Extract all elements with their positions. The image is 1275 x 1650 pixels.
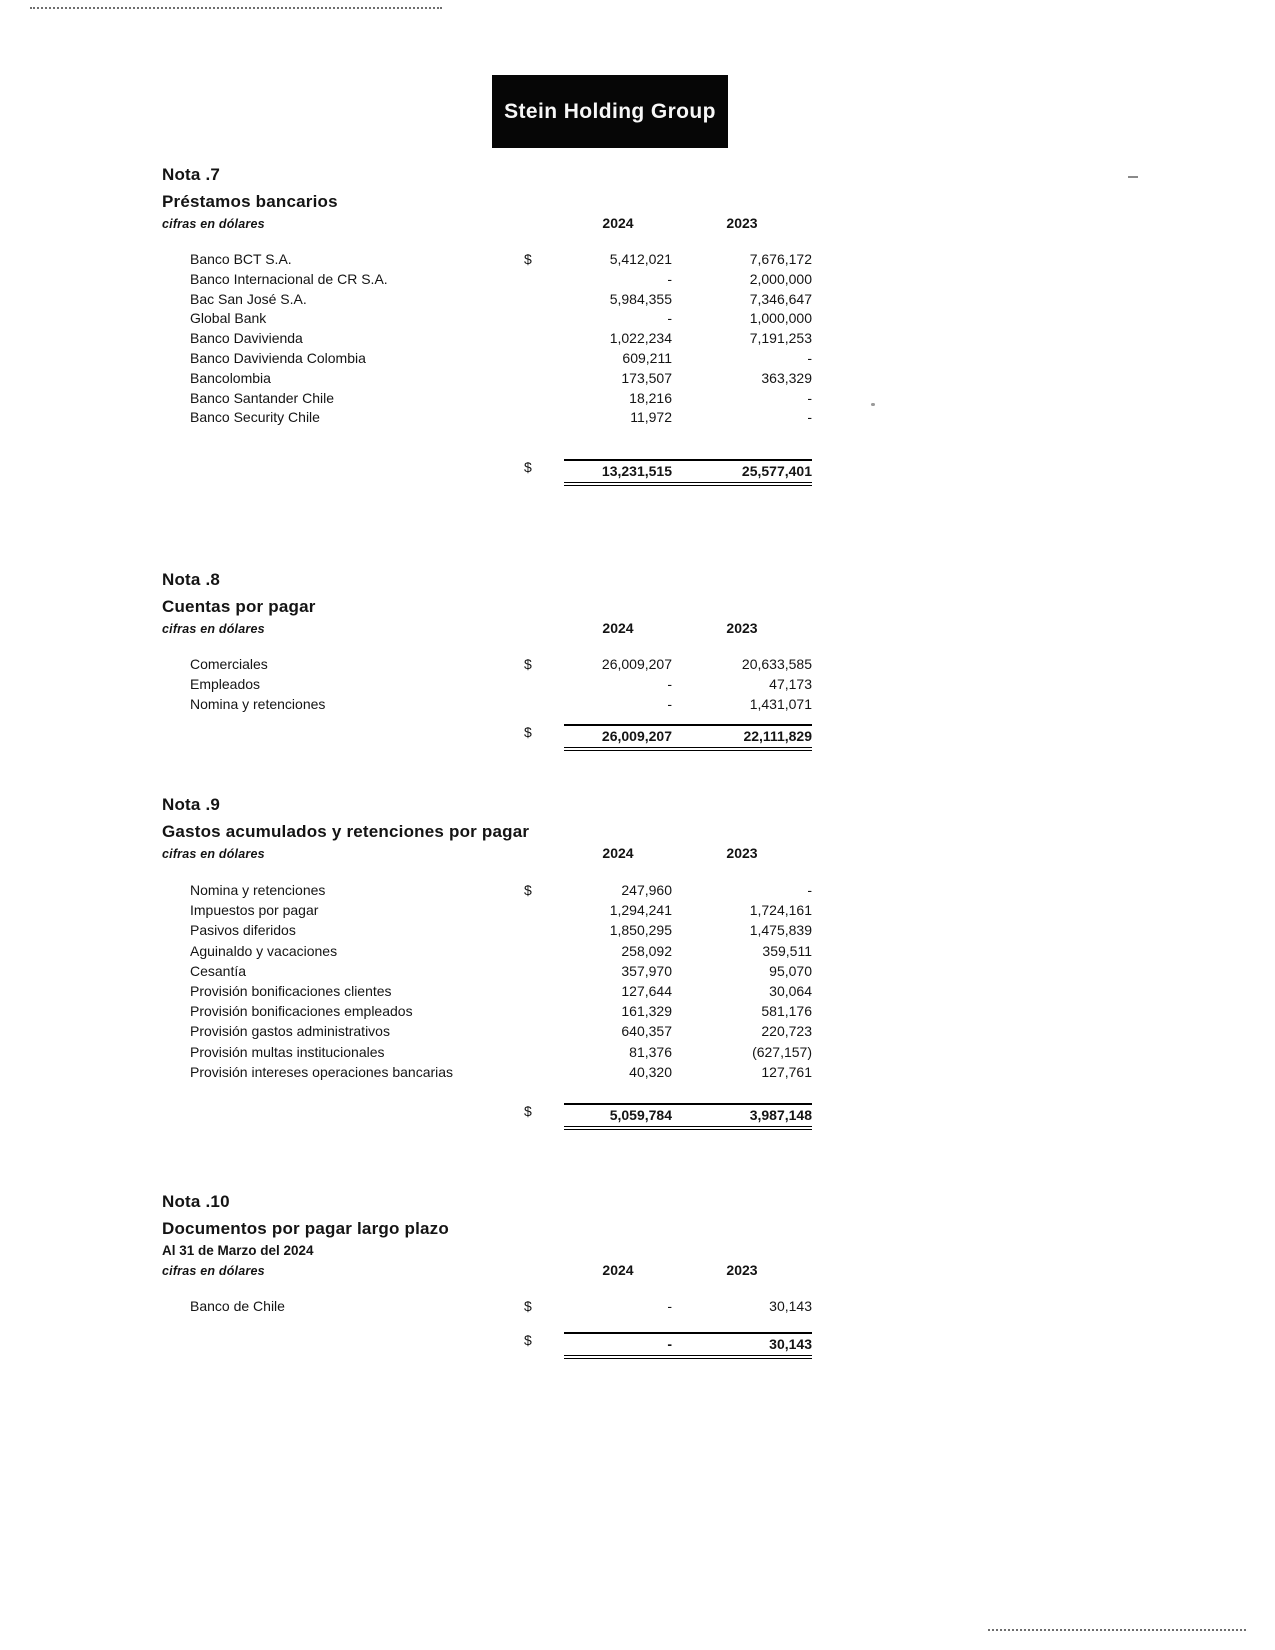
row-value-2023: 2,000,000 (749, 270, 812, 287)
scan-artifact-dot (871, 403, 875, 406)
currency-symbol: $ (524, 1331, 532, 1348)
row-value-2024: 5,984,355 (609, 290, 672, 307)
row-value-2023: (627,157) (752, 1043, 812, 1060)
note-rows (162, 880, 814, 1082)
currency-symbol: $ (524, 1298, 532, 1314)
row-value-2024: 26,009,207 (601, 656, 672, 672)
scan-artifact-dotted-line-top (30, 7, 442, 9)
row-label: Banco BCT S.A. (190, 251, 292, 267)
row-label: Bac San José S.A. (190, 290, 307, 307)
row-label: Provisión gastos administrativos (190, 1023, 390, 1040)
table-row (162, 1001, 814, 1021)
row-label: Nomina y retenciones (190, 695, 326, 712)
row-value-2023: 1,724,161 (749, 902, 812, 919)
currency-symbol: $ (524, 251, 532, 267)
row-label: Nomina y retenciones (190, 882, 326, 898)
table-row (162, 309, 814, 329)
note-rows (162, 655, 814, 714)
row-label: Provisión bonificaciones clientes (190, 983, 392, 1000)
row-value-2023: 20,633,585 (741, 656, 812, 672)
units-label: cifras en dólares (162, 847, 265, 861)
row-label: Aguinaldo y vacaciones (190, 942, 338, 959)
note-title: Gastos acumulados y retenciones por pagar (162, 822, 530, 841)
total-values (564, 459, 812, 486)
row-label: Pasivos diferidos (190, 922, 296, 939)
row-value-2024: 40,320 (629, 1063, 672, 1080)
total-values (564, 1103, 812, 1130)
row-value-2024: 640,357 (621, 1023, 672, 1040)
row-value-2023: 7,676,172 (749, 251, 812, 267)
row-value-2023: 1,000,000 (749, 310, 812, 327)
year-column-2024: 2024 (602, 215, 634, 231)
row-value-2023: - (807, 409, 812, 426)
table-row (162, 389, 814, 409)
row-label: Provisión bonificaciones empleados (190, 1003, 413, 1020)
row-label: Banco Davivienda (190, 330, 303, 347)
row-value-2024: - (667, 1298, 672, 1314)
row-value-2024: - (667, 270, 672, 287)
table-row (162, 329, 814, 349)
row-label: Provisión intereses operaciones bancarias (190, 1063, 454, 1080)
table-row (162, 655, 814, 675)
currency-symbol: $ (524, 656, 532, 672)
row-value-2023: 7,191,253 (749, 330, 812, 347)
note-id: Nota .8 (162, 570, 221, 589)
row-label: Impuestos por pagar (190, 902, 319, 919)
row-label: Provisión multas institucionales (190, 1043, 385, 1060)
row-value-2023: 95,070 (769, 962, 812, 979)
row-value-2024: 5,412,021 (609, 251, 672, 267)
row-value-2023: 359,511 (762, 942, 812, 959)
year-column-2023: 2023 (726, 1262, 758, 1278)
table-row (162, 941, 814, 961)
row-value-2023: 127,761 (761, 1063, 812, 1080)
table-row (162, 1062, 814, 1082)
table-row (162, 1297, 814, 1317)
note-rows (162, 1297, 814, 1317)
total-2024: 26,009,207 (601, 728, 672, 745)
note-7-section (162, 165, 814, 486)
row-value-2023: 30,064 (769, 983, 812, 1000)
row-value-2023: 363,329 (761, 369, 812, 386)
row-value-2023: 581,176 (761, 1003, 812, 1020)
row-value-2023: 47,173 (769, 675, 812, 692)
row-value-2023: 1,475,839 (749, 922, 812, 939)
row-value-2024: - (667, 695, 672, 712)
note-date: Al 31 de Marzo del 2024 (162, 1243, 314, 1258)
row-value-2023: 1,431,071 (749, 695, 812, 712)
year-column-2024: 2024 (602, 620, 634, 636)
row-label: Banco de Chile (190, 1298, 285, 1314)
row-value-2023: 30,143 (769, 1298, 812, 1314)
table-row (162, 981, 814, 1001)
table-row (162, 900, 814, 920)
total-2024: - (667, 1335, 672, 1352)
row-label: Cesantía (190, 962, 247, 979)
year-column-2023: 2023 (726, 845, 758, 861)
row-value-2024: 609,211 (622, 349, 672, 366)
row-value-2024: 1,850,295 (609, 922, 672, 939)
total-values (564, 724, 812, 751)
row-label: Banco Security Chile (190, 409, 320, 426)
row-value-2024: 247,960 (621, 882, 672, 898)
units-label: cifras en dólares (162, 1264, 265, 1278)
currency-symbol: $ (524, 459, 532, 476)
row-value-2024: 18,216 (629, 389, 672, 406)
year-column-2024: 2024 (602, 1262, 634, 1278)
scan-artifact-dotted-line-bottom (988, 1629, 1246, 1631)
note-10-section (162, 1192, 814, 1359)
note-9-section (162, 795, 814, 1130)
row-value-2023: - (807, 349, 812, 366)
table-row (162, 1042, 814, 1062)
table-row (162, 290, 814, 310)
row-value-2024: 173,507 (621, 369, 672, 386)
table-row (162, 408, 814, 428)
row-value-2024: - (667, 675, 672, 692)
table-row (162, 675, 814, 695)
currency-symbol: $ (524, 1103, 532, 1120)
row-value-2023: - (807, 882, 812, 898)
total-2024: 13,231,515 (601, 463, 672, 480)
total-row (162, 459, 814, 486)
table-row (162, 920, 814, 940)
note-title: Préstamos bancarios (162, 192, 338, 211)
total-values (564, 1332, 812, 1359)
total-2023: 30,143 (769, 1335, 812, 1352)
columns-header (162, 620, 814, 636)
currency-symbol: $ (524, 882, 532, 898)
row-value-2024: 357,970 (621, 962, 672, 979)
row-value-2024: - (667, 310, 672, 327)
brand-name: Stein Holding Group (504, 99, 716, 123)
row-value-2023: - (807, 389, 812, 406)
row-label: Comerciales (190, 656, 268, 672)
row-value-2024: 127,644 (621, 983, 672, 1000)
row-label: Empleados (190, 675, 261, 692)
note-id: Nota .10 (162, 1192, 230, 1211)
note-id: Nota .7 (162, 165, 221, 184)
scan-artifact-dash (1128, 176, 1138, 178)
table-row (162, 695, 814, 715)
row-value-2024: 161,329 (621, 1003, 672, 1020)
row-value-2023: 220,723 (761, 1023, 812, 1040)
columns-header (162, 215, 814, 231)
row-label: Banco Santander Chile (190, 389, 334, 406)
note-id: Nota .9 (162, 795, 221, 814)
note-rows (162, 250, 814, 428)
row-value-2023: 7,346,647 (749, 290, 812, 307)
units-label: cifras en dólares (162, 217, 265, 231)
table-row (162, 880, 814, 900)
row-value-2024: 1,294,241 (609, 902, 672, 919)
table-row (162, 961, 814, 981)
total-row (162, 1332, 814, 1359)
row-value-2024: 81,376 (629, 1043, 672, 1060)
note-title: Cuentas por pagar (162, 597, 316, 616)
row-label: Global Bank (190, 310, 267, 327)
year-column-2023: 2023 (726, 215, 758, 231)
table-row (162, 369, 814, 389)
total-row (162, 1103, 814, 1130)
total-row (162, 724, 814, 751)
total-2024: 5,059,784 (609, 1107, 672, 1124)
brand-header (492, 75, 728, 148)
table-row (162, 250, 814, 270)
table-row (162, 270, 814, 290)
currency-symbol: $ (524, 724, 532, 741)
note-8-section (162, 570, 814, 751)
units-label: cifras en dólares (162, 622, 265, 636)
total-2023: 25,577,401 (741, 463, 812, 480)
year-column-2023: 2023 (726, 620, 758, 636)
row-label: Bancolombia (190, 369, 271, 386)
note-title: Documentos por pagar largo plazo (162, 1219, 449, 1238)
columns-header (162, 1262, 814, 1278)
row-label: Banco Davivienda Colombia (190, 349, 366, 366)
total-2023: 22,111,829 (743, 728, 812, 745)
table-row (162, 1021, 814, 1041)
row-value-2024: 11,972 (630, 409, 672, 426)
row-value-2024: 258,092 (621, 942, 672, 959)
columns-header (162, 845, 814, 861)
year-column-2024: 2024 (602, 845, 634, 861)
row-value-2024: 1,022,234 (609, 330, 672, 347)
total-2023: 3,987,148 (749, 1107, 812, 1124)
row-label: Banco Internacional de CR S.A. (190, 270, 388, 287)
table-row (162, 349, 814, 369)
